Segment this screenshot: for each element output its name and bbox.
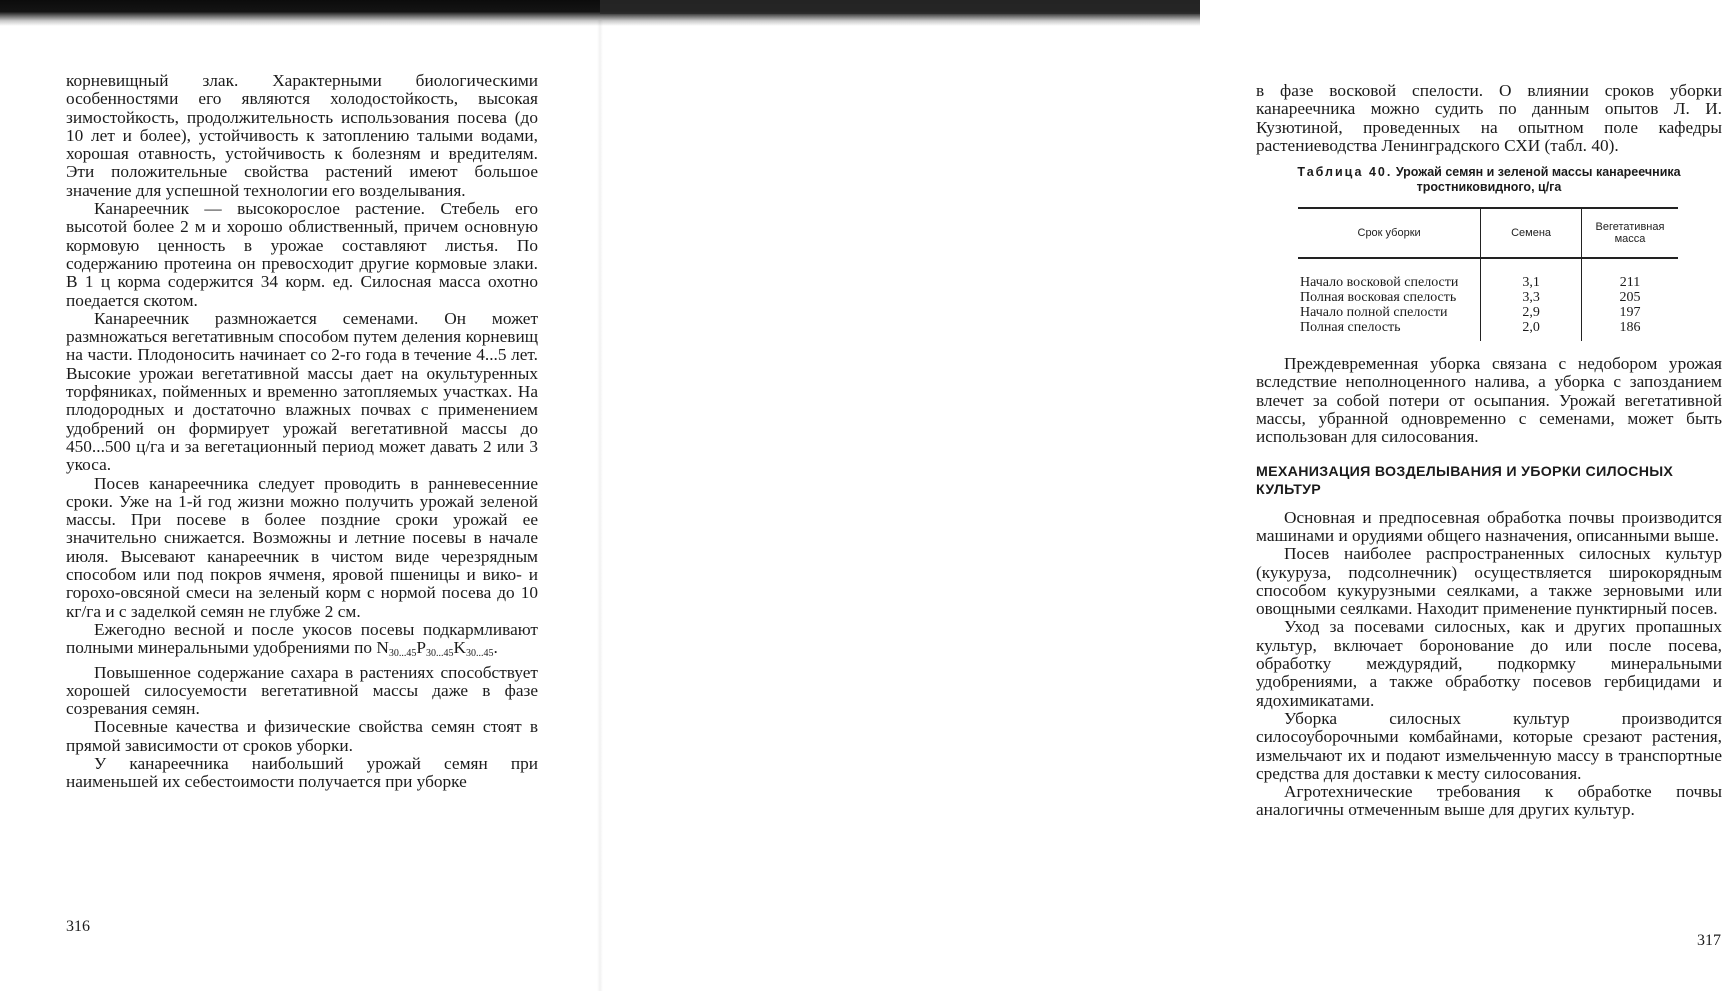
left-page	[0, 0, 600, 991]
paragraph: Посев наиболее распространенных силосных культур (кукуруза, подсолнечник) осуществляется широкорядным способом кукурузными сеялками, а также зерновыми или овощными сеялками. Находит применение пунктирный посев.	[1256, 545, 1722, 618]
table-cell: Полная спелость	[1298, 320, 1481, 341]
fertilizer-text: Ежегодно весной и после укосов посевы подкармливают полными минеральными удобрениями по	[66, 620, 538, 657]
table-cell: 2,0	[1481, 320, 1582, 341]
fertilizer-paragraph	[66, 621, 538, 664]
table-cell: 2,9	[1481, 305, 1582, 320]
left-page-text	[66, 72, 538, 792]
paragraph: Канареечник — высокорослое растение. Стебель его высотой более 2 м и хорошо облиственный, причем основную кормовую ценность в урожае составляют листья. По содержанию протеина он превосходит другие кормовые злаки. В 1 ц корма содержится 34 корм. ед. Силосная масса охотно поедается скотом.	[66, 200, 538, 310]
table-caption-label: Таблица 40.	[1297, 165, 1392, 179]
right-page-text	[1256, 82, 1722, 820]
table-caption-text: Урожай семян и зеленой массы канареечника тростниковидного, ц/га	[1396, 165, 1681, 194]
column-header: Срок уборки	[1298, 208, 1481, 258]
paragraph: Повышенное содержание сахара в растениях способствует хорошей силосуемости вегетативной массы даже в фазе созревания семян.	[66, 664, 538, 719]
table-row	[1298, 320, 1678, 341]
paragraph: Преждевременная уборка связана с недобором урожая вследствие неполноценного налива, а уборка с запозданием влечет за собой потери от осыпания. Урожай вегетативной массы, убранной одновременно с семенами, может быть использован для силосования.	[1256, 355, 1722, 446]
table-cell: Полная восковая спелость	[1298, 290, 1481, 305]
table-cell: Начало восковой спелости	[1298, 258, 1481, 290]
table-row	[1298, 290, 1678, 305]
table-cell: Начало полной спелости	[1298, 305, 1481, 320]
right-page	[600, 0, 1200, 991]
yield-table	[1298, 207, 1678, 341]
paragraph: У канареечника наибольший урожай семян при наименьшей их себестоимости получается при уборке	[66, 755, 538, 792]
table-cell: 186	[1581, 320, 1678, 341]
page-number-right: 317	[1697, 932, 1721, 950]
page-number-left: 316	[66, 918, 90, 936]
column-header: Семена	[1481, 208, 1582, 258]
table-cell: 3,3	[1481, 290, 1582, 305]
paragraph: Посевные качества и физические свойства семян стоят в прямой зависимости от сроков уборки.	[66, 718, 538, 755]
paragraph: в фазе восковой спелости. О влиянии сроков уборки канареечника можно судить по данным опытов Л. И. Кузютиной, проведенных на опытном поле кафедры растениеводства Ленинградского СХИ (табл. 40).	[1256, 82, 1722, 155]
section-heading: МЕХАНИЗАЦИЯ ВОЗДЕЛЫВАНИЯ И УБОРКИ СИЛОСНЫХ КУЛЬТУР	[1256, 463, 1722, 499]
table-row	[1298, 305, 1678, 320]
table-caption	[1256, 165, 1722, 195]
table-cell: 205	[1581, 290, 1678, 305]
table-cell: 3,1	[1481, 258, 1582, 290]
paragraph: Уход за посевами силосных, как и других пропашных культур, включает боронование до или после посева, обработку междурядий, подкормку минеральными удобрениями, а также обработку посевов гербицидами и ядохимикатами.	[1256, 618, 1722, 709]
table-header-row	[1298, 208, 1678, 258]
fertilizer-formula: N30...45P30...45K30...45.	[376, 638, 497, 657]
paragraph: корневищный злак. Характерными биологическими особенностями его являются холодостойкость, высокая зимостойкость, продолжительность использования посева (до 10 лет и более), устойчивость к затоплению талыми водами, хорошая отавность, устойчивость к болезням и вредителям. Эти положительные свойства растений имеют большое значение для успешной технологии его возделывания.	[66, 72, 538, 200]
paragraph: Агротехнические требования к обработке почвы аналогичны отмеченным выше для других культур.	[1256, 783, 1722, 820]
paragraph: Канареечник размножается семенами. Он может размножаться вегетативным способом путем деления корневищ на части. Плодоносить начинает со 2-го года в течение 4...5 лет. Высокие урожаи вегетативной массы дает на окультуренных торфяниках, пойменных и временно затопляемых участках. На плодородных и достаточно влажных почвах с применением удобрений он формирует урожай вегетативной массы до 450...500 ц/га и за вегетационный период может давать 2 или 3 укоса.	[66, 310, 538, 475]
table-cell: 197	[1581, 305, 1678, 320]
column-header: Вегетативная масса	[1581, 208, 1678, 258]
table-row	[1298, 258, 1678, 290]
paragraph: Уборка силосных культур производится силосоуборочными комбайнами, которые срезают растения, измельчают их и подают измельченную массу в транспортные средства для доставки к месту силосования.	[1256, 710, 1722, 783]
paragraph: Основная и предпосевная обработка почвы производится машинами и орудиями общего назначения, описанными выше.	[1256, 509, 1722, 546]
paragraph: Посев канареечника следует проводить в ранневесенние сроки. Уже на 1-й год жизни можно получить урожай зеленой массы. При посеве в более поздние сроки урожай ее значительно снижается. Возможны и летние посевы в начале июля. Высевают канареечник в чистом виде черезрядным способом или под покров ячменя, яровой пшеницы и вико- и горохо-овсяной смеси на зеленый корм с нормой посева до 10 кг/га и с заделкой семян не глубже 2 см.	[66, 475, 538, 621]
table-cell: 211	[1581, 258, 1678, 290]
